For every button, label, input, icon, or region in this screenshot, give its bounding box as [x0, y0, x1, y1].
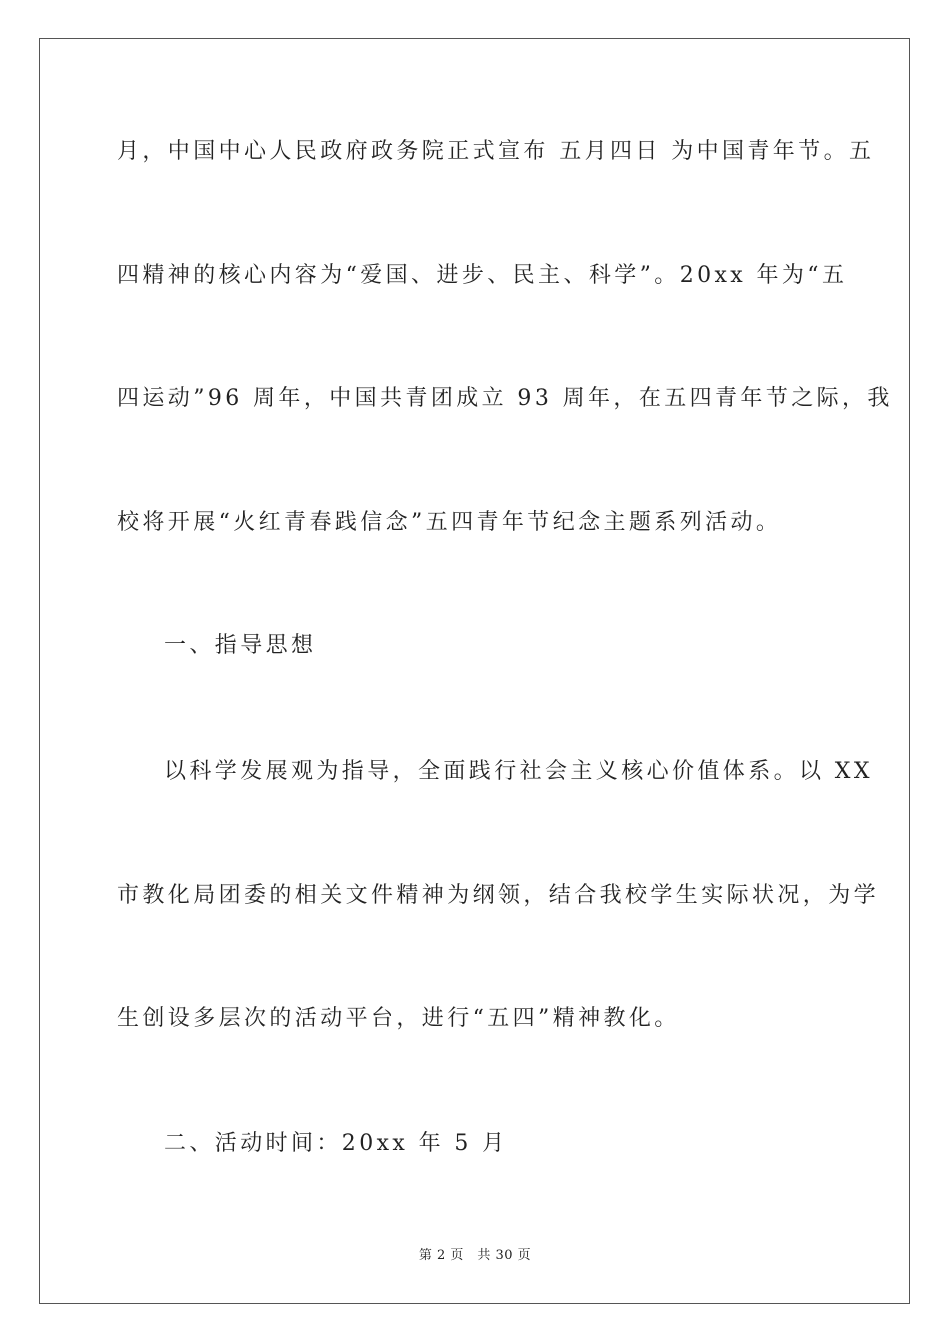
text-line: 市教化局团委的相关文件精神为纲领，结合我校学生实际状况，为学: [117, 883, 880, 908]
section-heading-guiding-ideology: 一、指导思想: [164, 633, 317, 658]
text-line: 月，中国中心人民政府政务院正式宣布 五月四日 为中国青年节。五: [117, 139, 875, 164]
page-number-footer: 第 2 页 共 30 页: [418, 1248, 532, 1263]
section-heading-activity-time: 二、活动时间：20xx 年 5 月: [164, 1131, 508, 1156]
text-line: 四运动”96 周年，中国共青团成立 93 周年，在五四青年节之际，我: [117, 386, 893, 411]
text-line: 生创设多层次的活动平台，进行“五四”精神教化。: [117, 1006, 680, 1031]
text-line: 校将开展“火红青春践信念”五四青年节纪念主题系列活动。: [117, 510, 782, 535]
page-border: [39, 38, 910, 1304]
text-line: 四精神的核心内容为“爱国、进步、民主、科学”。20xx 年为“五: [117, 263, 848, 288]
text-line: 以科学发展观为指导，全面践行社会主义核心价值体系。以 XX: [164, 759, 873, 784]
